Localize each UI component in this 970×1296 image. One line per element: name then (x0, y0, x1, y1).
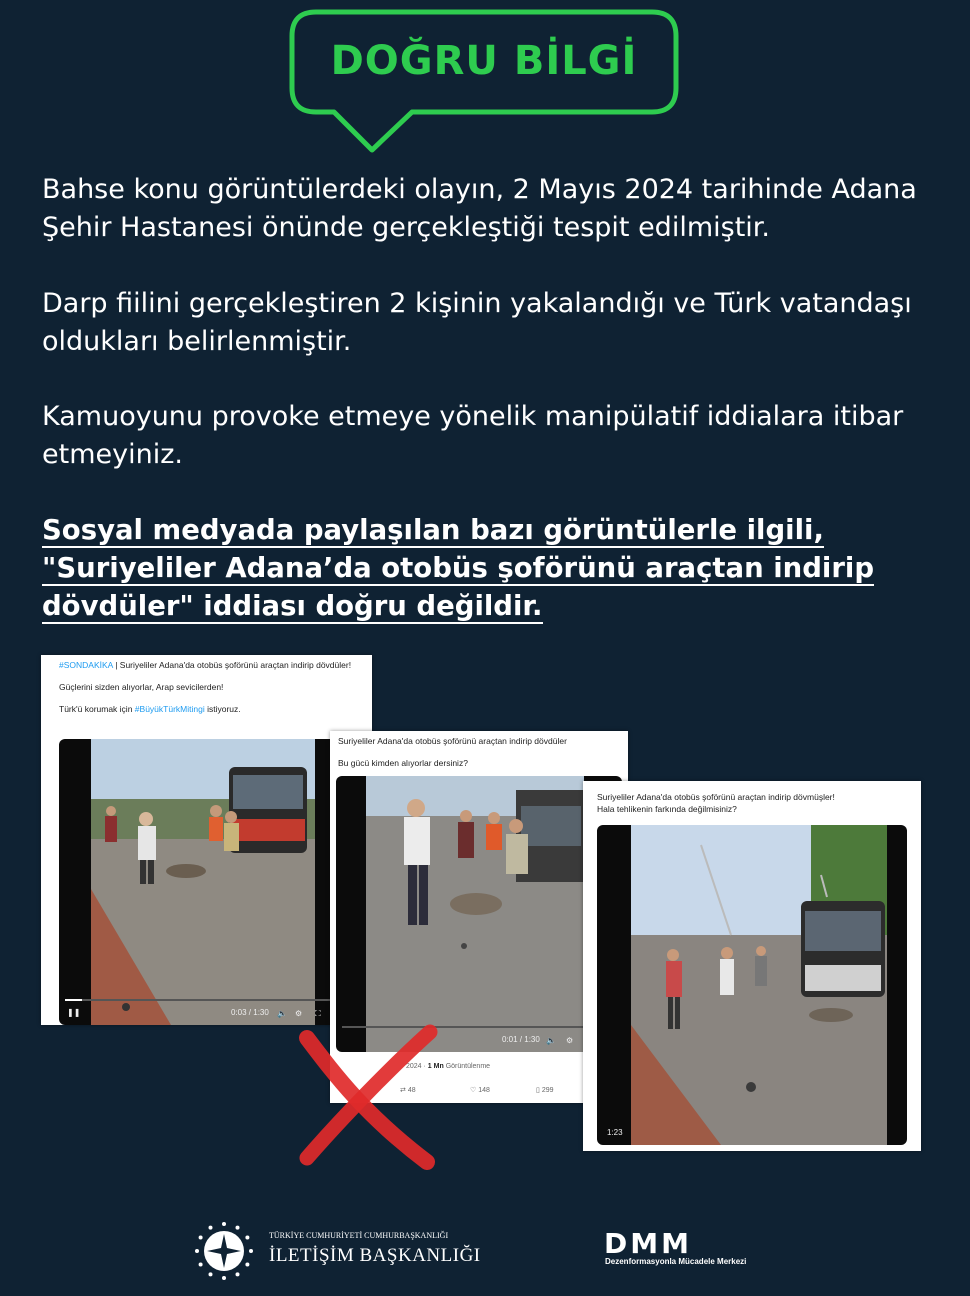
video-frame-1 (91, 739, 315, 1025)
post1-text-3: Türk'ü korumak için #BüyükTürkMitingi istiyoruz. (59, 704, 241, 714)
video-time-2: 0:01 / 1:30 (502, 1035, 540, 1044)
video-player-1[interactable] (59, 739, 349, 1025)
post2-text: Suriyeliler Adana'da otobüs şoförünü araçtan indirip dövdüler (338, 736, 567, 746)
paragraph-suspects: Darp fiilini gerçekleştiren 2 kişinin yakalandığı ve Türk vatandaşı oldukları belirlenmiştir. (42, 288, 912, 357)
post2-text-2: Bu gücü kimden alıyorlar dersiniz? (338, 758, 468, 768)
post3-text: Suriyeliler Adana'da otobüs şoförünü araçtan indirip dövmüşler! Hala tehlikenin farkında değilmisiniz? (597, 792, 835, 814)
dmm-logo: DMM (604, 1227, 692, 1260)
badge-label: DOĞRU BİLGİ (330, 38, 638, 84)
iletisim-small-text: TÜRKİYE CUMHURİYETİ CUMHURBAŞKANLIĞI (269, 1231, 449, 1240)
video-frame-3 (631, 825, 887, 1145)
volume-icon[interactable]: 🔈 (277, 1009, 287, 1018)
video-player-2[interactable] (336, 776, 622, 1052)
settings-icon[interactable]: ⚙ (295, 1009, 303, 1018)
post1-text: #SONDAKİKA | Suriyeliler Adana'da otobüs şoförünü araçtan indirip dövdüler! (59, 660, 352, 670)
paragraph-warning: Kamuoyunu provoke etmeye yönelik manipülatif iddialara itibar etmeyiniz. (42, 401, 904, 470)
video-frame-2 (366, 776, 584, 1052)
post-card-1 (41, 655, 372, 1025)
settings-icon-2[interactable]: ⚙ (566, 1036, 574, 1045)
claim-line-1: Sosyal medyada paylaşılan bazı görüntülerle ilgili, (42, 514, 824, 546)
post2-meta: 2024 · 1 Mn Görüntülenme (406, 1063, 491, 1070)
claim-line-2: "Suriyeliler Adana’da otobüs şoförünü araçtan indirip (42, 552, 875, 584)
like-stat[interactable]: ♡ 148 (470, 1087, 490, 1094)
volume-icon-2[interactable]: 🔈 (546, 1036, 556, 1045)
retweet-icon: ⇄ (400, 1087, 406, 1094)
bookmark-stat[interactable]: ▯ 299 (536, 1087, 554, 1094)
retweet-stat[interactable]: ⇄ 48 (400, 1087, 416, 1094)
fullscreen-icon[interactable]: ⛶ (315, 1009, 321, 1018)
claim-statement (42, 511, 942, 625)
video-time-3: 1:23 (607, 1128, 623, 1137)
pause-icon[interactable]: ❚❚ (67, 1008, 81, 1017)
post1-hashtag-2[interactable]: #BüyükTürkMitingi (134, 704, 205, 714)
video-time-1: 0:03 / 1:30 (231, 1008, 269, 1017)
paragraph-location: Bahse konu görüntülerdeki olayın, 2 Mayıs 2024 tarihinde Adana Şehir Hastanesi önünde gerçekleştiği tespit edilmiştir. (42, 174, 917, 243)
false-cross-mark (295, 1020, 445, 1170)
post1-text-2: Güçlerini sizden alıyorlar, Arap sevicilerden! (59, 682, 224, 692)
post-card-3 (583, 781, 921, 1151)
post1-hashtag[interactable]: #SONDAKİKA (59, 660, 113, 670)
iletisim-emblem-icon (193, 1220, 255, 1282)
iletisim-big-text: İLETİŞİM BAŞKANLIĞI (269, 1245, 481, 1266)
claim-line-3: dövdüler" iddiası doğru değildir. (42, 590, 543, 622)
video-player-3[interactable] (597, 825, 907, 1145)
heart-icon: ♡ (470, 1087, 477, 1094)
dmm-subtitle: Dezenformasyonla Mücadele Merkezi (605, 1257, 747, 1266)
bookmark-icon: ▯ (536, 1087, 540, 1094)
